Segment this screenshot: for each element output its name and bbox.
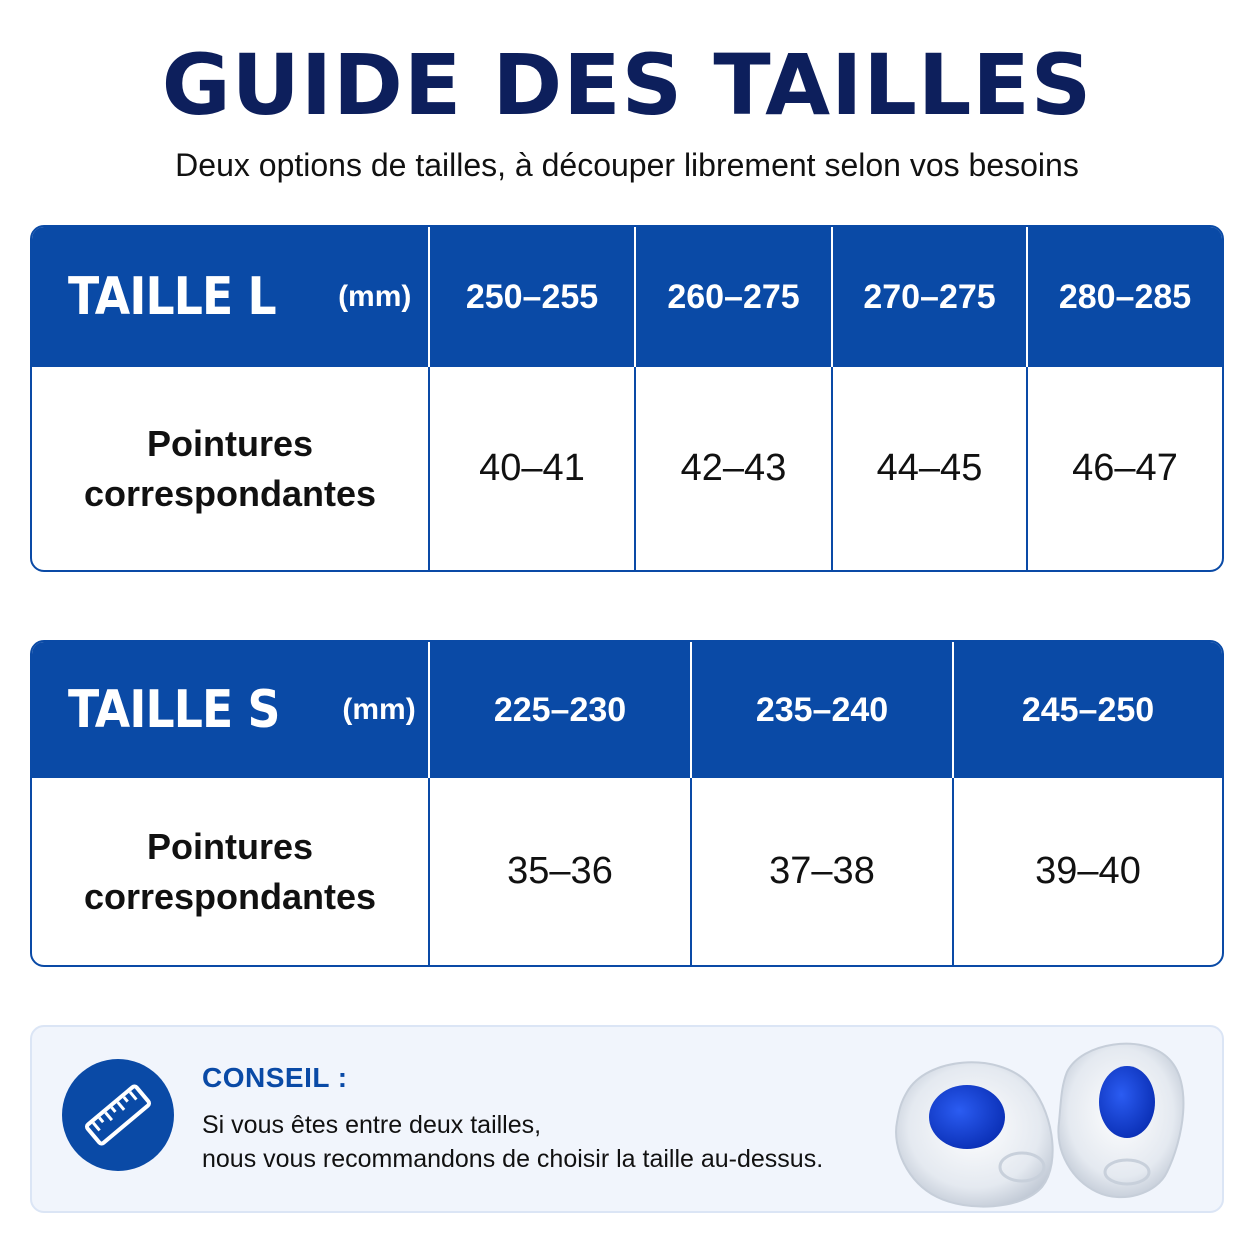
range-value: 260–275 [667,277,800,316]
row-label-line: Pointures [146,825,313,867]
range-value: 270–275 [863,277,996,316]
shoe-size-cell: 42–43 [634,367,831,570]
row-label-cell [32,367,428,570]
range-header-cell [428,642,690,778]
tip-box [30,1025,1224,1213]
row-label-line: Pointures [146,422,313,464]
range-value: 245–250 [1021,690,1155,729]
range-header-cell [1026,227,1222,367]
tip-title: CONSEIL : [202,1062,348,1093]
range-value: 250–255 [465,277,599,316]
row-label-cell [32,778,428,965]
size-header-cell [32,227,428,367]
range-header-cell [831,227,1026,367]
range-value: 280–285 [1058,277,1192,316]
ruler-icon [62,1059,174,1171]
range-header-cell [634,227,831,367]
size-table-l [30,225,1224,572]
tip-text-line: nous vous recommandons de choisir la taille au-dessus. [202,1145,824,1173]
range-value: 225–230 [493,690,627,729]
shoe-size-cell: 44–45 [831,367,1026,570]
shoe-size-cell: 39–40 [952,778,1222,965]
row-label [84,419,376,519]
shoe-size-cell: 35–36 [428,778,690,965]
row-label-line: correspondantes [83,472,377,514]
range-header-cell [690,642,952,778]
size-table-s [30,640,1224,967]
unit-label: (mm) [338,280,412,313]
shoe-size-cell: 40–41 [428,367,634,570]
size-name: TAILLE S [68,680,280,740]
shoe-size-cell: 37–38 [690,778,952,965]
row-label-line: correspondantes [83,875,377,917]
tip-text-line: Si vous êtes entre deux tailles, [202,1111,542,1139]
range-value: 235–240 [755,690,889,729]
range-header-cell [428,227,634,367]
range-header-cell [952,642,1222,778]
size-name: TAILLE L [68,267,276,327]
row-label [84,822,376,922]
gel-heel-insoles-image [877,1032,1217,1212]
page-title: GUIDE DES TAILLES [161,36,1093,134]
size-header-cell [32,642,428,778]
unit-label: (mm) [342,693,416,726]
page-subtitle: Deux options de tailles, à découper librement selon vos besoins [175,147,1079,183]
shoe-size-cell: 46–47 [1026,367,1222,570]
